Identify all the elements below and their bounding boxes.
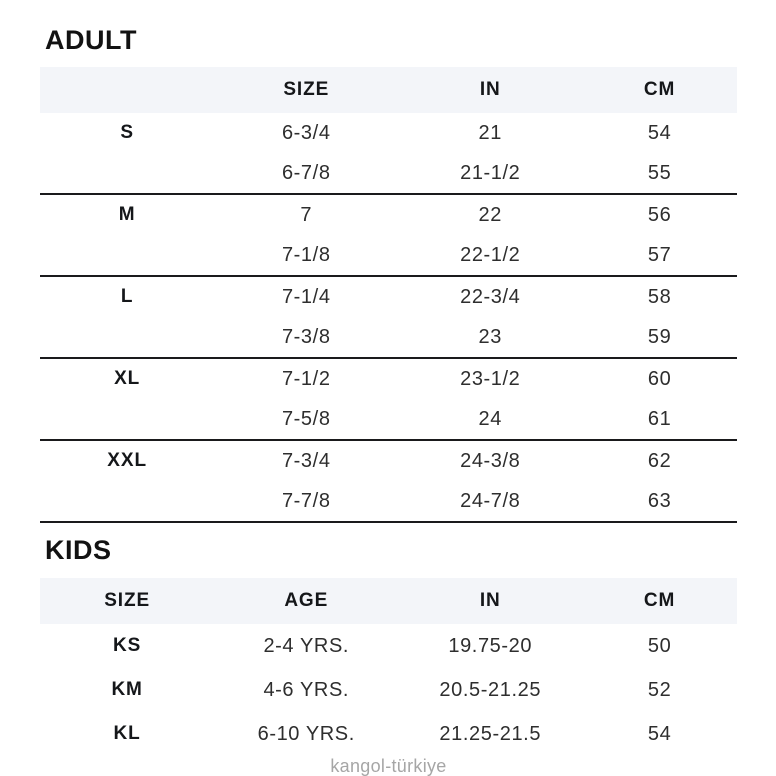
- table-row: [40, 153, 737, 193]
- cm-value-cell: 58: [647, 285, 672, 308]
- size-group-m: [40, 195, 737, 277]
- size-label-cell: KM: [111, 679, 143, 700]
- adult-header-cm: CM: [643, 79, 676, 100]
- age-value-cell: 4-6 YRS.: [263, 678, 350, 701]
- kids-header-age: AGE: [284, 590, 329, 611]
- in-value-cell: 23: [478, 325, 502, 348]
- cm-value-cell: 50: [647, 634, 672, 657]
- table-row: [40, 317, 737, 357]
- kids-header-cm: CM: [643, 590, 676, 611]
- in-value-cell: 19.75-20: [448, 634, 533, 657]
- table-row: [40, 441, 737, 481]
- adult-size-table: [40, 67, 737, 523]
- age-value-cell: 2-4 YRS.: [263, 634, 350, 657]
- size-value-cell: 7-3/8: [281, 325, 331, 348]
- size-value-cell: 7-7/8: [281, 489, 331, 512]
- footer-brand-text: kangol-türkiye: [330, 756, 447, 776]
- kids-section: [0, 537, 776, 756]
- size-value-cell: 7-5/8: [281, 407, 331, 430]
- kids-header-size: SIZE: [104, 590, 151, 611]
- size-group-s: [40, 113, 737, 195]
- adult-header-row: [40, 67, 737, 113]
- in-value-cell: 23-1/2: [460, 367, 521, 390]
- table-row: [40, 624, 737, 668]
- size-label-cell: KL: [113, 723, 141, 744]
- size-label-cell: XXL: [107, 450, 147, 471]
- cm-value-cell: 61: [647, 407, 672, 430]
- cm-value-cell: 56: [647, 203, 672, 226]
- kids-size-table: [40, 578, 737, 756]
- size-group-xl: [40, 359, 737, 441]
- table-row: [40, 235, 737, 275]
- adult-section: [0, 27, 776, 523]
- kids-title: KIDS: [45, 535, 112, 565]
- cm-value-cell: 54: [647, 722, 672, 745]
- size-value-cell: 6-7/8: [281, 161, 331, 184]
- in-value-cell: 22-1/2: [460, 243, 521, 266]
- table-row: [40, 668, 737, 712]
- size-label-cell: M: [118, 204, 136, 225]
- table-row: [40, 277, 737, 317]
- size-value-cell: 7-3/4: [281, 449, 331, 472]
- size-label-cell: KS: [113, 635, 142, 656]
- in-value-cell: 24: [478, 407, 502, 430]
- adult-header-size: SIZE: [283, 79, 330, 100]
- adult-header-in: IN: [479, 79, 501, 100]
- size-group-l: [40, 277, 737, 359]
- table-row: [40, 359, 737, 399]
- cm-value-cell: 55: [647, 161, 672, 184]
- table-row: [40, 712, 737, 756]
- cm-value-cell: 60: [647, 367, 672, 390]
- table-row: [40, 481, 737, 521]
- size-value-cell: 7-1/8: [281, 243, 331, 266]
- in-value-cell: 24-3/8: [460, 449, 521, 472]
- size-value-cell: 7-1/4: [281, 285, 331, 308]
- in-value-cell: 22: [478, 203, 502, 226]
- adult-title: ADULT: [45, 25, 137, 55]
- cm-value-cell: 57: [647, 243, 672, 266]
- in-value-cell: 24-7/8: [460, 489, 521, 512]
- cm-value-cell: 52: [647, 678, 672, 701]
- size-value-cell: 6-3/4: [281, 121, 331, 144]
- in-value-cell: 21.25-21.5: [439, 722, 542, 745]
- size-label-cell: L: [120, 286, 134, 307]
- size-value-cell: 7: [300, 203, 313, 226]
- size-label-cell: S: [120, 122, 134, 143]
- table-row: [40, 399, 737, 439]
- age-value-cell: 6-10 YRS.: [257, 722, 355, 745]
- size-group-xxl: [40, 441, 737, 523]
- kids-header-row: [40, 578, 737, 624]
- in-value-cell: 21: [478, 121, 502, 144]
- in-value-cell: 21-1/2: [460, 161, 521, 184]
- cm-value-cell: 54: [647, 121, 672, 144]
- cm-value-cell: 62: [647, 449, 672, 472]
- kids-header-in: IN: [479, 590, 501, 611]
- size-value-cell: 7-1/2: [281, 367, 331, 390]
- cm-value-cell: 63: [647, 489, 672, 512]
- cm-value-cell: 59: [647, 325, 672, 348]
- size-label-cell: XL: [114, 368, 141, 389]
- in-value-cell: 20.5-21.25: [439, 678, 542, 701]
- table-row: [40, 113, 737, 153]
- in-value-cell: 22-3/4: [460, 285, 521, 308]
- table-row: [40, 195, 737, 235]
